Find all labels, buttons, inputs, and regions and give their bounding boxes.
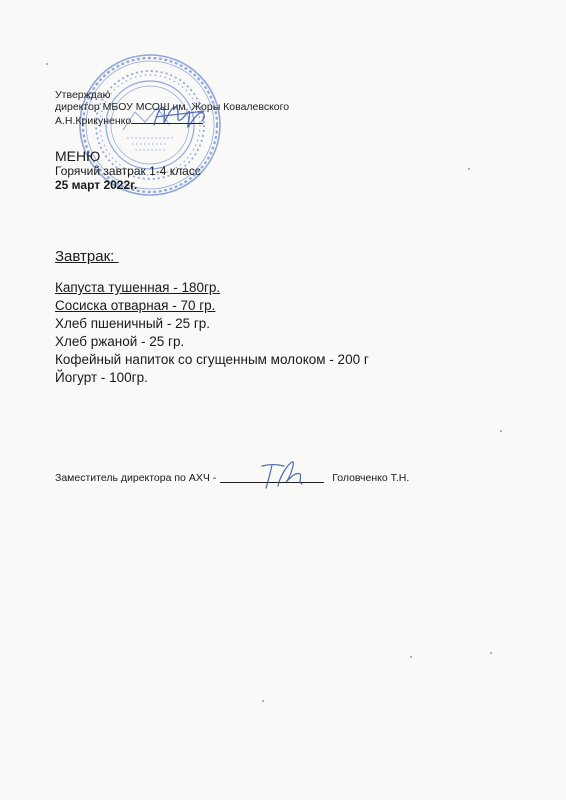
scan-speck: [46, 63, 48, 65]
menu-title: МЕНЮ: [55, 148, 101, 164]
deputy-signature-icon: [258, 456, 308, 492]
scan-speck: [500, 430, 502, 432]
deputy-name: Головченко Т.Н.: [332, 472, 410, 484]
list-item: Капуста тушенная - 180гр.: [55, 280, 221, 295]
list-item: Хлеб ржаной - 25 гр.: [55, 334, 185, 349]
approver-name: А.Н.Крикуненко: [55, 115, 132, 127]
scan-speck: [410, 656, 412, 658]
approval-label: Утверждаю: [55, 89, 111, 101]
list-item: Йогурт - 100гр.: [55, 370, 148, 385]
menu-date: 25 март 2022г.: [55, 178, 138, 192]
breakfast-items: [55, 279, 369, 387]
scan-speck: [490, 652, 492, 654]
breakfast-heading: Завтрак:: [55, 248, 119, 265]
approver-position: директор МБОУ МСОШ им. Жоры Ковалевского: [55, 101, 290, 113]
menu-header: [55, 148, 201, 192]
list-item: Кофейный напиток со сгущенным молоком - 200 г: [55, 352, 369, 367]
deputy-role: Заместитель директора по АХЧ -: [55, 472, 217, 484]
list-item: Хлеб пшеничный - 25 гр.: [55, 316, 211, 331]
deputy-signature-block: [55, 472, 409, 484]
list-item: Сосиска отварная - 70 гр.: [55, 298, 216, 313]
menu-subtitle: Горячий завтрак 1-4 класс: [55, 164, 201, 178]
scan-speck: [262, 700, 264, 702]
scan-speck: [468, 168, 470, 170]
director-signature-icon: [148, 95, 210, 135]
